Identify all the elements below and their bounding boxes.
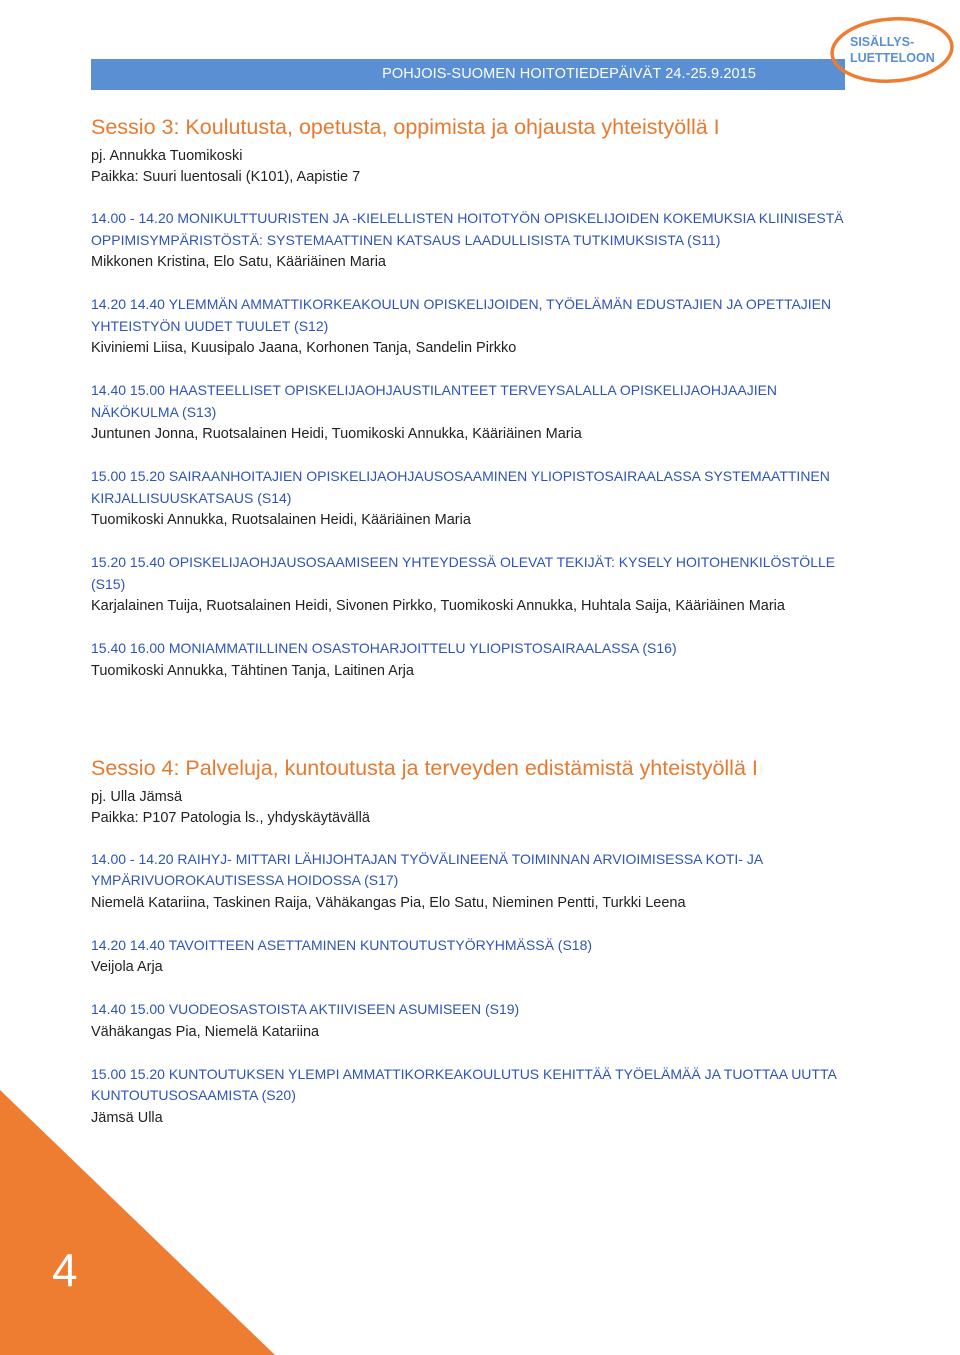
talk-authors: Mikkonen Kristina, Elo Satu, Kääriäinen Maria (91, 254, 386, 270)
talk-item (91, 999, 851, 1043)
talk-authors: Karjalainen Tuija, Ruotsalainen Heidi, Sivonen Pirkko, Tuomikoski Annukka, Huhtala Saija, Kääriäinen Maria (91, 598, 785, 614)
talk-authors: Jämsä Ulla (91, 1109, 163, 1126)
talk-item (91, 552, 851, 617)
talk-authors: Juntunen Jonna, Ruotsalainen Heidi, Tuomikoski Annukka, Kääriäinen Maria (91, 426, 582, 442)
talk-item (91, 849, 851, 914)
session-title: Sessio 4: Palveluja, kuntoutusta ja terveyden edistämistä yhteistyöllä I (91, 755, 758, 780)
talk-item (91, 294, 851, 359)
page-number: 4 (52, 1244, 78, 1296)
corner-decoration (0, 1090, 275, 1355)
session-place: Paikka: Suuri luentosali (K101), Aapistie 7 (91, 169, 361, 185)
talk-title: 14.00 - 14.20 RAIHYJ- MITTARI LÄHIJOHTAJAN TYÖVÄLINEENÄ TOIMINNAN ARVIOIMISESSA KOTI- JA YMPÄRIVUOROKAUTISESSA HOIDOSSA (S17) (91, 850, 763, 888)
header-title: POHJOIS-SUOMEN HOITOTIEDEPÄIVÄT 24.-25.9.2015 (382, 66, 756, 82)
talk-title: 14.00 - 14.20 MONIKULTTUURISTEN JA -KIELELLISTEN HOITOTYÖN OPISKELIJOIDEN KOKEMUKSIA KLIINISESTÄ OPPIMISYMPÄRISTÖSTÄ: SYSTEMAATTINEN KATSAUS LAADULLISISTA TUTKIMUKSISTA (S11) (91, 210, 844, 248)
toc-link-label (850, 34, 950, 66)
session-chair: pj. Ulla Jämsä (91, 788, 183, 805)
toc-link-button[interactable] (824, 14, 954, 86)
toc-line-1: SISÄLLYS- (850, 35, 915, 49)
session-title: Sessio 3: Koulutusta, opetusta, oppimista ja ohjausta yhteistyöllä I (91, 115, 720, 139)
toc-line-2: LUETTELOON (850, 51, 935, 65)
talk-item (91, 208, 851, 273)
talk-authors: Veijola Arja (91, 959, 163, 975)
talk-title: 14.40 15.00 HAASTEELLISET OPISKELIJAOHJAUSTILANTEET TERVEYSALALLA OPISKELIJAOHJAAJIEN NÄKÖKULMA (S13) (91, 382, 778, 420)
talk-title: 14.20 14.40 YLEMMÄN AMMATTIKORKEAKOULUN OPISKELIJOIDEN, TYÖELÄMÄN EDUSTAJIEN JA OPETTAJIEN YHTEISTYÖN UUDET TUULET (S12) (91, 296, 832, 334)
talk-authors: Vähäkangas Pia, Niemelä Katariina (91, 1023, 320, 1040)
talk-title: 15.40 16.00 MONIAMMATILLINEN OSASTOHARJOITTELU YLIOPISTOSAIRAALASSA (S16) (91, 640, 677, 656)
program-content (91, 112, 851, 1150)
talk-title: 14.20 14.40 TAVOITTEEN ASETTAMINEN KUNTOUTUSTYÖRYHMÄSSÄ (S18) (91, 936, 593, 953)
talk-title: 15.00 15.20 KUNTOUTUKSEN YLEMPI AMMATTIKORKEAKOULUTUS KEHITTÄÄ TYÖELÄMÄÄ JA TUOTTAA UUTTA KUNTOUTUSOSAAMISTA (S20) (91, 1065, 837, 1103)
talk-authors: Tuomikoski Annukka, Tähtinen Tanja, Laitinen Arja (91, 662, 414, 679)
session-chair: pj. Annukka Tuomikoski (91, 148, 243, 164)
talk-item (91, 638, 851, 682)
talk-item (91, 380, 851, 445)
talk-title: 15.00 15.20 SAIRAANHOITAJIEN OPISKELIJAOHJAUSOSAAMINEN YLIOPISTOSAIRAALASSA SYSTEMAATTINEN KIRJALLISUUSKATSAUS (S14) (91, 468, 830, 506)
talk-item (91, 466, 851, 531)
talk-authors: Tuomikoski Annukka, Ruotsalainen Heidi, Kääriäinen Maria (91, 512, 471, 528)
talk-title: 14.40 15.00 VUODEOSASTOISTA AKTIIVISEEN ASUMISEEN (S19) (91, 1001, 520, 1017)
talk-authors: Kiviniemi Liisa, Kuusipalo Jaana, Korhonen Tanja, Sandelin Pirkko (91, 340, 517, 356)
session-place: Paikka: P107 Patologia ls., yhdyskäytävällä (91, 809, 370, 826)
session-3 (91, 112, 851, 682)
session-4 (91, 753, 851, 1129)
talk-item (91, 935, 851, 979)
talk-authors: Niemelä Katariina, Taskinen Raija, Vähäkangas Pia, Elo Satu, Nieminen Pentti, Turkki Leena (91, 894, 686, 911)
talk-title: 15.20 15.40 OPISKELIJAOHJAUSOSAAMISEEN YHTEYDESSÄ OLEVAT TEKIJÄT: KYSELY HOITOHENKILÖSTÖLLE (S15) (91, 554, 836, 592)
